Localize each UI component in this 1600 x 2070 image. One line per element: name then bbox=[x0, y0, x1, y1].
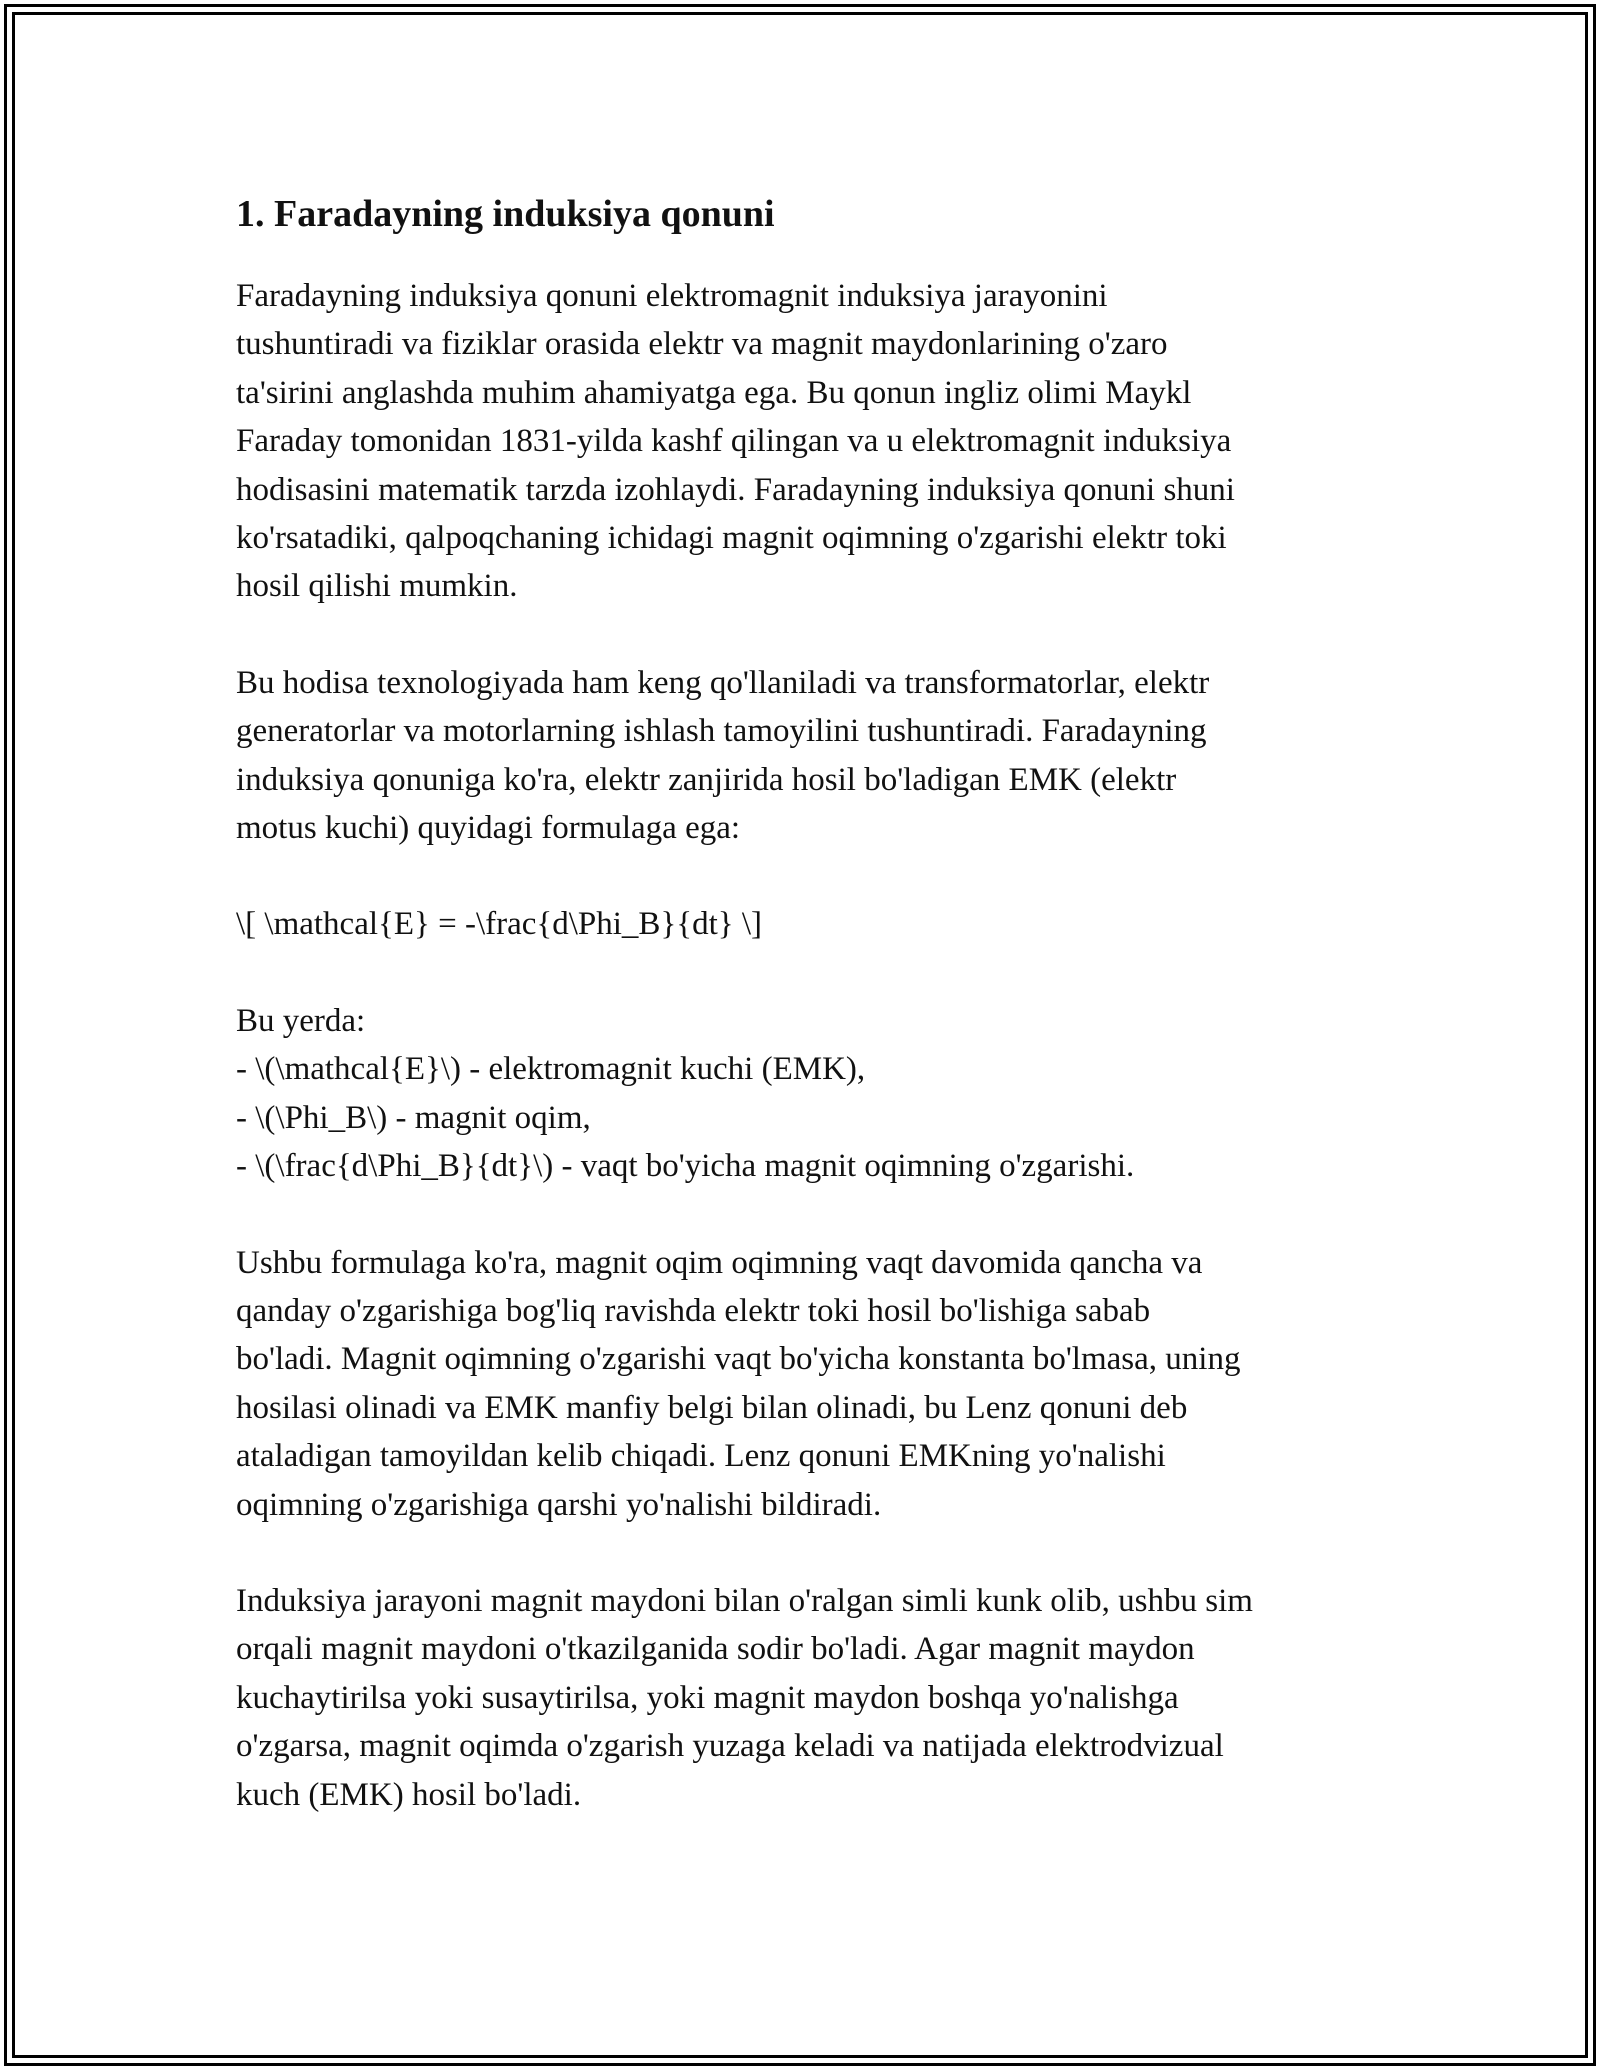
paragraph-lenz bbox=[236, 1239, 1376, 1529]
paragraph-intro bbox=[236, 272, 1376, 611]
text-line: kuchaytirilsa yoki susaytirilsa, yoki magnit maydon boshqa yo'nalishga bbox=[236, 1679, 1179, 1716]
definition-item: - \(\frac{d\Phi_B}{dt}\) - vaqt bo'yicha magnit oqimning o'zgarishi. bbox=[236, 1148, 1135, 1185]
formula-text: \[ \mathcal{E} = -\frac{d\Phi_B}{dt} \] bbox=[236, 906, 763, 943]
text-line: hosil qilishi mumkin. bbox=[236, 568, 518, 605]
text-line: Faraday tomonidan 1831-yilda kashf qilingan va u elektromagnit induksiya bbox=[236, 423, 1232, 460]
text-line: Faradayning induksiya qonuni elektromagnit induksiya jarayonini bbox=[236, 278, 1108, 314]
text-line: Induksiya jarayoni magnit maydoni bilan o'ralgan simli kunk olib, ushbu sim bbox=[236, 1582, 1253, 1619]
definitions-list bbox=[236, 997, 1376, 1191]
text-line: Bu hodisa texnologiyada ham keng qo'llaniladi va transformatorlar, elektr bbox=[236, 664, 1210, 701]
text-line: o'zgarsa, magnit oqimda o'zgarish yuzaga keladi va natijada elektrodvizual bbox=[236, 1728, 1224, 1765]
text-line: hodisasini matematik tarzda izohlaydi. Faradayning induksiya qonuni shuni bbox=[236, 471, 1235, 508]
text-line: Ushbu formulaga ko'ra, magnit oqim oqimning vaqt davomida qancha va bbox=[236, 1244, 1203, 1281]
text-line: bo'ladi. Magnit oqimning o'zgarishi vaqt bo'yicha konstanta bo'lmasa, uning bbox=[236, 1341, 1241, 1378]
formula-block bbox=[236, 900, 1376, 948]
paragraph-applications bbox=[236, 659, 1376, 853]
definitions-intro: Bu yerda: bbox=[236, 1002, 366, 1039]
text-line: induksiya qonuniga ko'ra, elektr zanjirida hosil bo'ladigan EMK (elektr bbox=[236, 761, 1177, 798]
text-line: motus kuchi) quyidagi formulaga ega: bbox=[236, 810, 741, 847]
text-line: kuch (EMK) hosil bo'ladi. bbox=[236, 1776, 582, 1813]
document-body bbox=[236, 186, 1376, 1867]
text-line: qanday o'zgarishiga bog'liq ravishda elektr toki hosil bo'lishiga sabab bbox=[236, 1292, 1151, 1329]
definition-item: - \(\mathcal{E}\) - elektromagnit kuchi (EMK), bbox=[236, 1051, 866, 1088]
section-heading: 1. Faradayning induksiya qonuni bbox=[236, 193, 775, 235]
text-line: hosilasi olinadi va EMK manfiy belgi bilan olinadi, bu Lenz qonuni deb bbox=[236, 1389, 1188, 1426]
text-line: ko'rsatadiki, qalpoqchaning ichidagi magnit oqimning o'zgarishi elektr toki bbox=[236, 520, 1227, 557]
definition-item: - \(\Phi_B\) - magnit oqim, bbox=[236, 1099, 591, 1136]
text-line: generatorlar va motorlarning ishlash tamoyilini tushuntiradi. Faradayning bbox=[236, 713, 1207, 750]
text-line: oqimning o'zgarishiga qarshi yo'nalishi bildiradi. bbox=[236, 1486, 882, 1523]
text-line: orqali magnit maydoni o'tkazilganida sodir bo'ladi. Agar magnit maydon bbox=[236, 1631, 1195, 1668]
text-line: ataladigan tamoyildan kelib chiqadi. Lenz qonuni EMKning yo'nalishi bbox=[236, 1438, 1166, 1475]
text-line: tushuntiradi va fiziklar orasida elektr va magnit maydonlarining o'zaro bbox=[236, 326, 1168, 363]
text-line: ta'sirini anglashda muhim ahamiyatga ega. Bu qonun ingliz olimi Maykl bbox=[236, 374, 1192, 411]
paragraph-process bbox=[236, 1577, 1376, 1819]
